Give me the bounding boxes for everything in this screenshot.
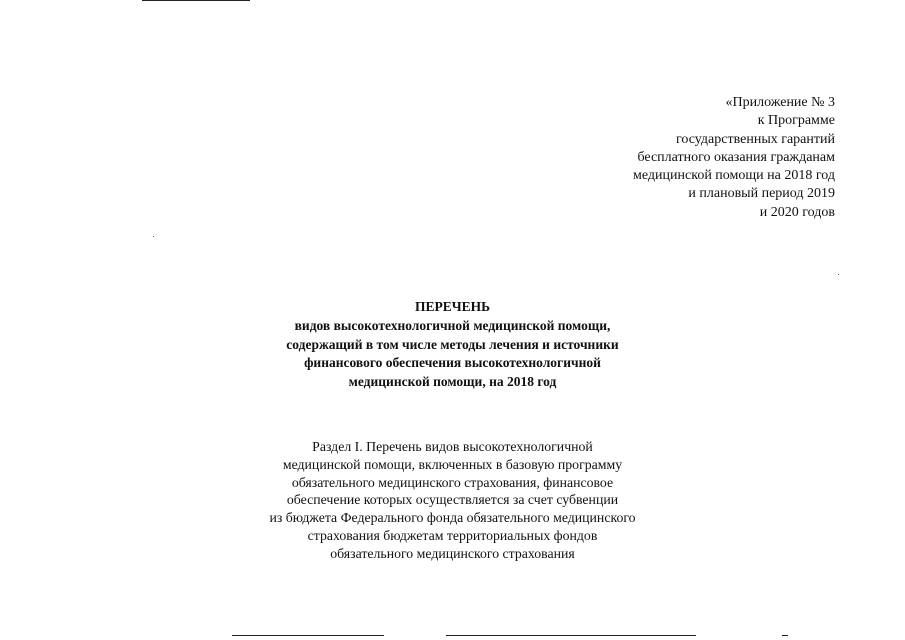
- bottom-scan-line-left: [232, 635, 384, 636]
- section-line: Раздел I. Перечень видов высокотехнологичной: [312, 439, 593, 454]
- appendix-line: к Программе: [757, 113, 835, 129]
- document-subtitle-line: видов высокотехнологичной медицинской помощи,: [294, 317, 611, 333]
- bottom-scan-line-middle: [446, 635, 696, 636]
- appendix-block: [633, 94, 835, 222]
- document-subtitle-line: содержащий в том числе методы лечения и источники: [286, 336, 619, 352]
- section-line: страхования бюджетам территориальных фондов: [307, 527, 598, 543]
- section-line: обеспечение которых осуществляется за счет субвенции: [286, 492, 619, 508]
- scan-speck: [153, 236, 154, 237]
- document-subtitle-line: финансового обеспечения высокотехнологичной: [304, 355, 601, 371]
- appendix-line: и плановый период 2019: [688, 186, 835, 202]
- appendix-line: государственных гарантий: [676, 131, 835, 147]
- section-line: медицинской помощи, включенных в базовую программу: [282, 456, 623, 472]
- top-scan-line: [142, 0, 250, 1]
- document-title: ПЕРЕЧЕНЬ: [414, 299, 491, 314]
- appendix-line: бесплатного оказания гражданам: [637, 149, 835, 165]
- section-line: обязательного медицинского страхования: [330, 545, 575, 561]
- section-heading: [0, 438, 905, 563]
- bottom-scan-line-right: [782, 635, 788, 636]
- appendix-line: и 2020 годов: [759, 204, 835, 220]
- scan-speck: [838, 274, 839, 275]
- section-line: обязательного медицинского страхования, финансовое: [291, 474, 614, 490]
- appendix-line: «Приложение № 3: [725, 95, 835, 110]
- section-line: из бюджета Федерального фонда обязательного медицинского: [269, 510, 636, 526]
- appendix-line: медицинской помощи на 2018 год: [633, 168, 835, 184]
- document-subtitle-line: медицинской помощи, на 2018 год: [348, 374, 557, 390]
- document-heading: [0, 298, 905, 392]
